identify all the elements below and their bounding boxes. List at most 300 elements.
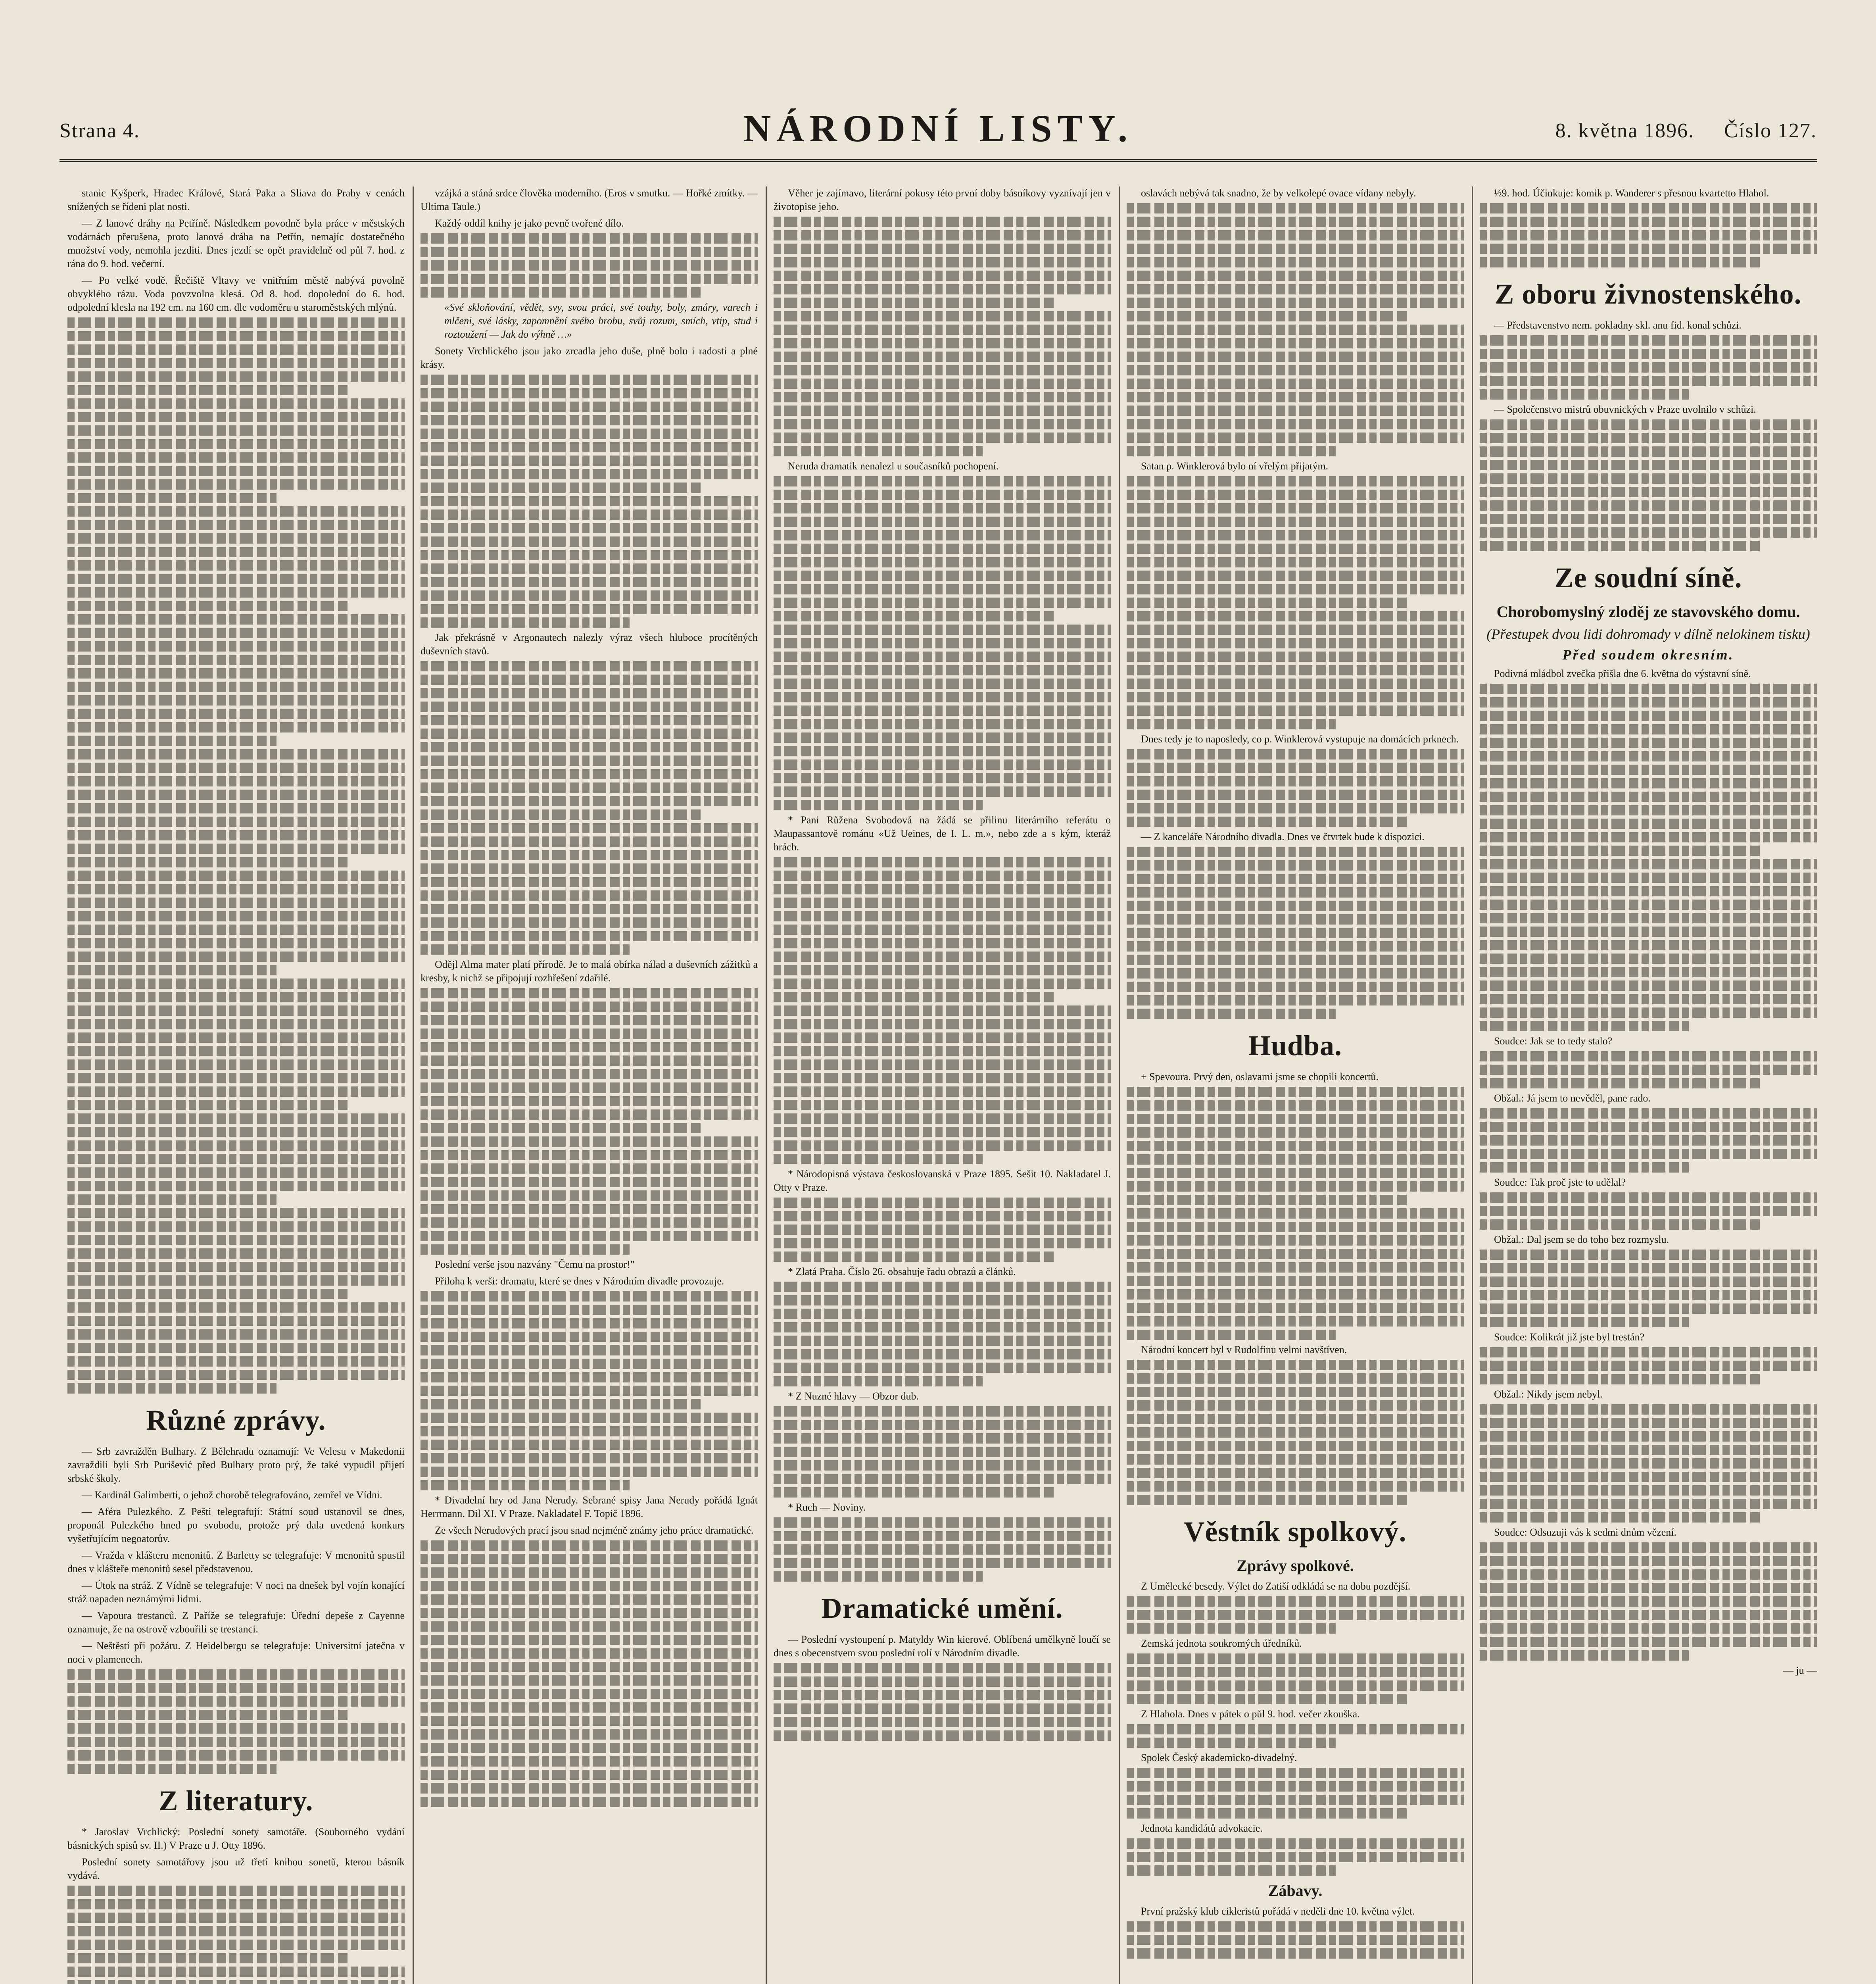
text-line [421, 1069, 758, 1079]
text-line [1480, 376, 1817, 386]
text-line [67, 560, 405, 571]
text-line [421, 756, 758, 766]
text-line [421, 1163, 758, 1174]
issue-date: 8. května 1896. [1555, 119, 1695, 142]
text-line [67, 1167, 405, 1178]
text-line [774, 857, 1111, 867]
text-line [1480, 1122, 1817, 1132]
text-line [67, 1899, 405, 1909]
text-line [1127, 530, 1464, 540]
text-line [1127, 1768, 1464, 1778]
text-line [1127, 1795, 1464, 1805]
text-line [421, 1783, 758, 1794]
text-line [67, 1370, 405, 1380]
dialogue-line: Obžal.: Nikdy jsem nebyl. [1494, 1388, 1603, 1400]
text-line [1480, 846, 1763, 856]
text-line [774, 298, 1057, 308]
text-line [67, 1275, 405, 1286]
text-line [1480, 1418, 1817, 1428]
text-line [1127, 217, 1464, 227]
text-line [67, 1710, 351, 1720]
masthead [60, 99, 1817, 162]
text-line [774, 490, 1111, 500]
text-line [774, 1474, 1111, 1484]
text-line [774, 365, 1111, 375]
text-line [67, 884, 405, 894]
text-line [67, 857, 351, 867]
text-line [67, 520, 405, 530]
text-line [774, 773, 1111, 783]
text-line [67, 466, 405, 476]
text-line [1480, 792, 1817, 802]
article-paragraph: Satan p. Winklerová bylo ní vřelým přijatým. [1141, 460, 1329, 472]
text-line [67, 1113, 405, 1124]
text-line [1127, 517, 1464, 527]
text-line [1480, 1431, 1817, 1442]
text-line [421, 688, 758, 698]
text-line [67, 439, 405, 449]
text-line [421, 1480, 630, 1490]
text-line [67, 1194, 277, 1205]
text-line [1480, 1317, 1689, 1327]
text-line [67, 871, 405, 881]
section-heading-hudba: Hudba. [1248, 1030, 1342, 1061]
text-line [1127, 1303, 1464, 1313]
text-line [774, 1690, 1111, 1700]
text-line [1480, 335, 1817, 346]
text-line [774, 1663, 1111, 1673]
section-heading-ruzne-zpravy: Různé zprávy. [146, 1404, 326, 1436]
text-line [1127, 1610, 1464, 1620]
text-line [1480, 859, 1817, 869]
section-heading-z-literatury: Z literatury. [159, 1785, 313, 1817]
text-line [421, 904, 758, 914]
text-line [774, 611, 1057, 621]
text-line [1127, 1373, 1464, 1384]
text-line [774, 1447, 1111, 1457]
text-line [774, 911, 1111, 921]
article-paragraph: vzájká a stáná srdce člověka moderního. (Eros v smutku. — Hořké zmítky. — Ultima Taule.) [421, 187, 758, 212]
text-line [421, 1109, 758, 1120]
article-svobodova: * Pani Růžena Svobodová na žádá se přilinu literárního referátu o Maupassantově románu «Už Ueines, de I. L. m.», nebo zde a s kým, kteráž hrách. [774, 814, 1111, 853]
text-line [1480, 751, 1817, 761]
text-line [1127, 1596, 1464, 1607]
text-line [774, 1238, 1111, 1248]
text-line [1127, 1667, 1464, 1677]
text-line [1127, 1441, 1464, 1451]
text-line [774, 692, 1111, 702]
text-line [1127, 1921, 1464, 1932]
article-paragraph: Neruda dramatik nenalezl u současníků pochopení. [788, 460, 999, 472]
column-5 [1480, 186, 1817, 1984]
text-line [1127, 1948, 1464, 1959]
text-line [67, 1723, 405, 1734]
text-line [67, 614, 405, 625]
article-predstavenstvo: — Představenstvo nem. pokladny skl. anu fid. konal schůzi. [1494, 319, 1742, 331]
text-line [1127, 638, 1464, 648]
text-line [1127, 1935, 1464, 1945]
text-line [1127, 1414, 1464, 1424]
text-line [67, 668, 405, 679]
text-line [67, 425, 405, 436]
text-line [421, 850, 758, 860]
text-line [1480, 1472, 1817, 1482]
dialogue-line: Soudce: Kolikrát již jste byl trestán? [1494, 1331, 1645, 1343]
text-line [67, 1032, 405, 1043]
text-line [67, 776, 405, 786]
text-line [67, 331, 405, 341]
article-paragraph: Každý oddíl knihy je jako pevně tvořené dílo. [435, 217, 624, 229]
text-line [421, 1136, 758, 1147]
text-line [1480, 349, 1817, 359]
text-line [774, 433, 1111, 443]
text-line [1480, 460, 1817, 470]
text-line [421, 1015, 758, 1025]
text-line [67, 655, 405, 665]
text-line [421, 1029, 758, 1039]
text-line [1480, 1250, 1817, 1260]
text-line [67, 1181, 405, 1191]
text-line [774, 665, 1111, 675]
text-line [1127, 379, 1464, 389]
text-line [421, 1413, 758, 1423]
section-heading-ze-soudni-sine: Ze soudní síně. [1554, 562, 1742, 594]
text-line [1127, 1100, 1464, 1111]
text-line [421, 617, 630, 628]
subheading-zabavy: Zábavy. [1268, 1882, 1323, 1899]
text-line [1127, 1087, 1464, 1097]
text-line [1480, 778, 1817, 788]
text-line [1127, 1427, 1464, 1438]
text-line [1127, 503, 1464, 513]
text-line [67, 1086, 405, 1097]
text-line [1127, 352, 1464, 362]
article-paragraph: Sonety Vrchlického jsou jako zrcadla jeho duše, plně bolu i radosti a plné krásy. [421, 345, 758, 370]
text-line [421, 388, 758, 398]
text-line [421, 1467, 758, 1477]
text-line [67, 790, 405, 800]
text-line [774, 679, 1111, 689]
text-line [1480, 1556, 1817, 1566]
text-line [421, 469, 758, 479]
article-paragraph: stanic Kyšperk, Hradec Králové, Stará Paka a Sliava do Prahy v cenách snížených se řídeni plat nosti. [67, 187, 405, 212]
text-line [1127, 1838, 1464, 1849]
text-line [774, 1558, 1111, 1568]
text-line [1127, 611, 1464, 621]
text-line [774, 406, 1111, 416]
text-line [774, 800, 983, 810]
text-line [1127, 1181, 1464, 1192]
text-line [1127, 544, 1464, 554]
text-line [774, 257, 1111, 267]
text-line [1127, 557, 1464, 567]
text-line [67, 749, 405, 759]
article-zlata-praha: * Zlatá Praha. Číslo 26. obsahuje řadu obrazů a článků. [788, 1266, 1016, 1277]
text-line [1480, 900, 1817, 910]
text-line [1127, 803, 1464, 813]
text-line [1127, 665, 1464, 675]
text-line [774, 1252, 1057, 1262]
text-line [774, 557, 1111, 567]
text-line [1127, 230, 1464, 240]
text-line [774, 271, 1111, 281]
text-line [1127, 1114, 1464, 1124]
text-line [774, 1211, 1111, 1221]
text-line [67, 830, 405, 840]
text-line [1127, 1852, 1464, 1862]
text-line [1127, 652, 1464, 662]
text-line [774, 1322, 1111, 1332]
text-line [67, 1046, 405, 1056]
text-line [1480, 697, 1817, 707]
text-line [774, 1127, 1111, 1137]
text-line [774, 1460, 1111, 1471]
text-line [421, 1675, 758, 1686]
text-line [67, 371, 405, 382]
text-line [774, 952, 1111, 962]
text-line [67, 628, 405, 638]
dialogue-line: Obžal.: Já jsem to nevěděl, pane rado. [1494, 1092, 1651, 1104]
author-signature: — ju — [1783, 1665, 1817, 1676]
text-line [1480, 362, 1817, 373]
article-paragraph: ½9. hod. Účinkuje: komik p. Wanderer s přesnou kvartetto Hlahol. [1494, 187, 1769, 199]
text-line [774, 419, 1111, 429]
text-line [774, 925, 1111, 935]
text-line [1127, 790, 1464, 800]
text-line [421, 1662, 758, 1672]
article-paragraph: Ze všech Nerudových prací jsou snad nejméně známy jeho práce dramatické. [435, 1525, 754, 1536]
text-line [67, 1154, 405, 1164]
column-4 [1127, 186, 1464, 1984]
text-line [1127, 625, 1464, 635]
text-line [421, 402, 758, 412]
text-line [421, 729, 758, 739]
text-line [421, 1608, 758, 1618]
text-line [1480, 711, 1817, 721]
text-line [67, 587, 405, 598]
text-line [421, 715, 758, 725]
text-line [421, 1635, 758, 1645]
text-line [1127, 271, 1464, 281]
text-line [774, 1140, 1111, 1151]
text-line [1127, 1235, 1464, 1246]
text-line [421, 836, 758, 847]
text-line [774, 625, 1111, 635]
text-line [774, 759, 1111, 770]
text-line [774, 503, 1111, 513]
text-line [774, 1703, 1111, 1714]
text-line [774, 1282, 1111, 1292]
text-line [421, 1231, 758, 1241]
text-line [1480, 994, 1817, 1004]
text-line [67, 1235, 405, 1245]
text-line [421, 1689, 758, 1699]
text-line [421, 550, 758, 560]
text-line [421, 877, 758, 887]
text-line [421, 1082, 758, 1093]
article-kardinal: — Kardinál Galimberti, o jehož chorobě telegrafováno, zemřel ve Vídni. [82, 1489, 382, 1501]
text-line [1480, 805, 1817, 815]
text-line [1127, 1249, 1464, 1259]
text-line [774, 338, 1111, 348]
text-line [67, 1262, 405, 1272]
text-line [421, 1743, 758, 1753]
text-line [774, 786, 1111, 797]
text-line [67, 1967, 405, 1977]
court-label: Před soudem okresním. [1562, 647, 1734, 663]
text-line [67, 1953, 351, 1963]
text-line [1480, 217, 1817, 227]
text-line [1127, 1330, 1336, 1340]
text-line [1480, 1303, 1817, 1314]
article-paragraph: * Z Nuzné hlavy — Obzor dub. [788, 1390, 919, 1402]
article-paragraph: Podivná mládbol zvečka přišla dne 6. května do výstavní síně. [1494, 668, 1751, 679]
text-line [774, 1309, 1111, 1319]
text-line [1480, 819, 1817, 829]
text-line [67, 1356, 405, 1367]
text-line [67, 1221, 405, 1232]
text-line [421, 1797, 758, 1807]
text-line [421, 1399, 704, 1409]
text-line [1480, 1021, 1689, 1031]
text-line [1480, 1149, 1817, 1159]
newspaper-title: NÁRODNÍ LISTY. [743, 107, 1133, 150]
text-line [1480, 389, 1689, 400]
text-line [67, 412, 405, 422]
article-umelecka-beseda: Z Umělecké besedy. Výlet do Zatiší odkládá se na dobu pozdější. [1141, 1580, 1411, 1592]
text-line [67, 398, 405, 409]
text-line [1127, 1623, 1336, 1634]
text-line [67, 911, 405, 921]
text-line [67, 803, 405, 813]
text-line [774, 584, 1111, 594]
column-rule [413, 186, 414, 1984]
article-vrchlicky-sonety: * Jaroslav Vrchlický: Poslední sonety samotáře. (Souborného vydání básnických spisů sv. II.) V Praze u J. Otty 1896. [67, 1826, 405, 1851]
text-line [1480, 1404, 1817, 1415]
section-heading-vestnik-spolkovy: Věstník spolkový. [1184, 1516, 1407, 1548]
text-line [1480, 738, 1817, 748]
text-line [774, 1113, 1111, 1124]
text-line [1127, 311, 1410, 321]
text-line [774, 871, 1111, 881]
section-heading-z-oboru-zivnostenskeho: Z oboru živnostenského. [1495, 278, 1802, 310]
text-line [774, 1086, 1111, 1097]
text-line [421, 1150, 758, 1160]
text-line [67, 925, 405, 935]
text-line [421, 1756, 758, 1767]
text-line [1480, 1610, 1817, 1620]
article-kancelar-nd: — Z kanceláře Národního divadla. Dnes ve čtvrtek bude k dispozici. [1141, 831, 1425, 842]
text-line [67, 938, 405, 948]
text-line [421, 233, 758, 244]
text-line [1127, 392, 1464, 402]
text-line [67, 1316, 405, 1326]
text-line [774, 706, 1111, 716]
text-line [421, 1096, 758, 1106]
text-line [1480, 1583, 1817, 1593]
text-line [421, 577, 758, 587]
text-line [1127, 763, 1464, 773]
article-paragraph: Jak překrásně v Argonautech nalezly výraz všech hluboce procítěných duševních stavů. [421, 632, 758, 657]
text-line [774, 1005, 1111, 1016]
text-line [67, 1696, 405, 1707]
text-line [1480, 433, 1817, 443]
text-line [1127, 1141, 1464, 1151]
text-line [1127, 433, 1464, 443]
text-line [67, 1005, 405, 1016]
text-line [774, 1730, 1111, 1741]
text-line [1127, 995, 1464, 1005]
text-line [67, 898, 405, 908]
text-line [421, 1594, 758, 1605]
article-paragraph: Přiloha k verši: dramatu, které se dnes v Národním divadle provozuje. [435, 1275, 724, 1287]
column-1 [67, 186, 405, 1984]
text-line [1127, 1454, 1464, 1465]
text-line [421, 917, 758, 928]
text-line [774, 1349, 1111, 1359]
text-line [1480, 1108, 1817, 1119]
text-line [1480, 1051, 1817, 1061]
text-line [1480, 500, 1817, 511]
article-paragraph: Odějl Alma mater platí přírodě. Je to malá obírka nálad a duševních zážitků a kresby, k nichž se připojují rozhřešení zdařilé. [421, 959, 758, 984]
text-line [1127, 914, 1464, 925]
text-line [1480, 765, 1817, 775]
text-line [1480, 473, 1817, 484]
text-line [774, 311, 1111, 321]
text-line [1127, 1360, 1464, 1370]
text-line [1480, 1650, 1689, 1661]
text-line [1480, 487, 1817, 497]
text-line [1480, 1277, 1817, 1287]
text-line [421, 1002, 758, 1012]
text-line [67, 965, 277, 975]
text-line [1127, 1481, 1464, 1492]
text-line [421, 1440, 758, 1450]
text-line [774, 1406, 1111, 1417]
text-line [774, 652, 1111, 662]
text-line [67, 641, 405, 652]
section-heading-dramaticke-umeni: Dramatické umění. [821, 1592, 1063, 1624]
article-paragraph: Poslední sonety samotářovy jsou už třetí knihou sonetů, kterou básník vydává. [67, 1856, 405, 1881]
text-line [67, 358, 405, 368]
text-line [421, 1554, 758, 1564]
text-line [1480, 873, 1817, 883]
text-line [774, 284, 1111, 294]
text-line [774, 244, 1111, 254]
text-line [1480, 1499, 1817, 1509]
text-line [774, 938, 1111, 948]
text-line [67, 1750, 405, 1761]
text-line [774, 571, 1111, 581]
text-line [774, 965, 1111, 975]
article-velka-voda: — Po velké vodě. Řečiště Vltavy ve vnitřním městě nabývá povolně obvyklého rázu. Voda povzvolna klesá. Od 8. hod. dopolední do 6. hod. odpolední klesla na 192 cm. na 160 cm. dle vodoměru u staroměstských mlýnů. [67, 275, 405, 313]
text-line [774, 517, 1111, 527]
article-paragraph: oslavách nebývá tak snadno, že by velkolepé ovace vídany nebyly. [1141, 187, 1416, 199]
text-line [67, 1764, 277, 1774]
text-line [1127, 1208, 1464, 1219]
text-line [1127, 571, 1464, 581]
text-line [1480, 1512, 1763, 1523]
issue-number: Číslo 127. [1724, 119, 1817, 142]
text-line [1127, 244, 1464, 254]
text-line [1480, 1078, 1763, 1088]
text-line [67, 1683, 405, 1693]
text-line [421, 1055, 758, 1066]
text-line [1480, 203, 1817, 213]
text-line [67, 317, 405, 328]
text-line [67, 763, 405, 773]
text-line [421, 1123, 704, 1133]
